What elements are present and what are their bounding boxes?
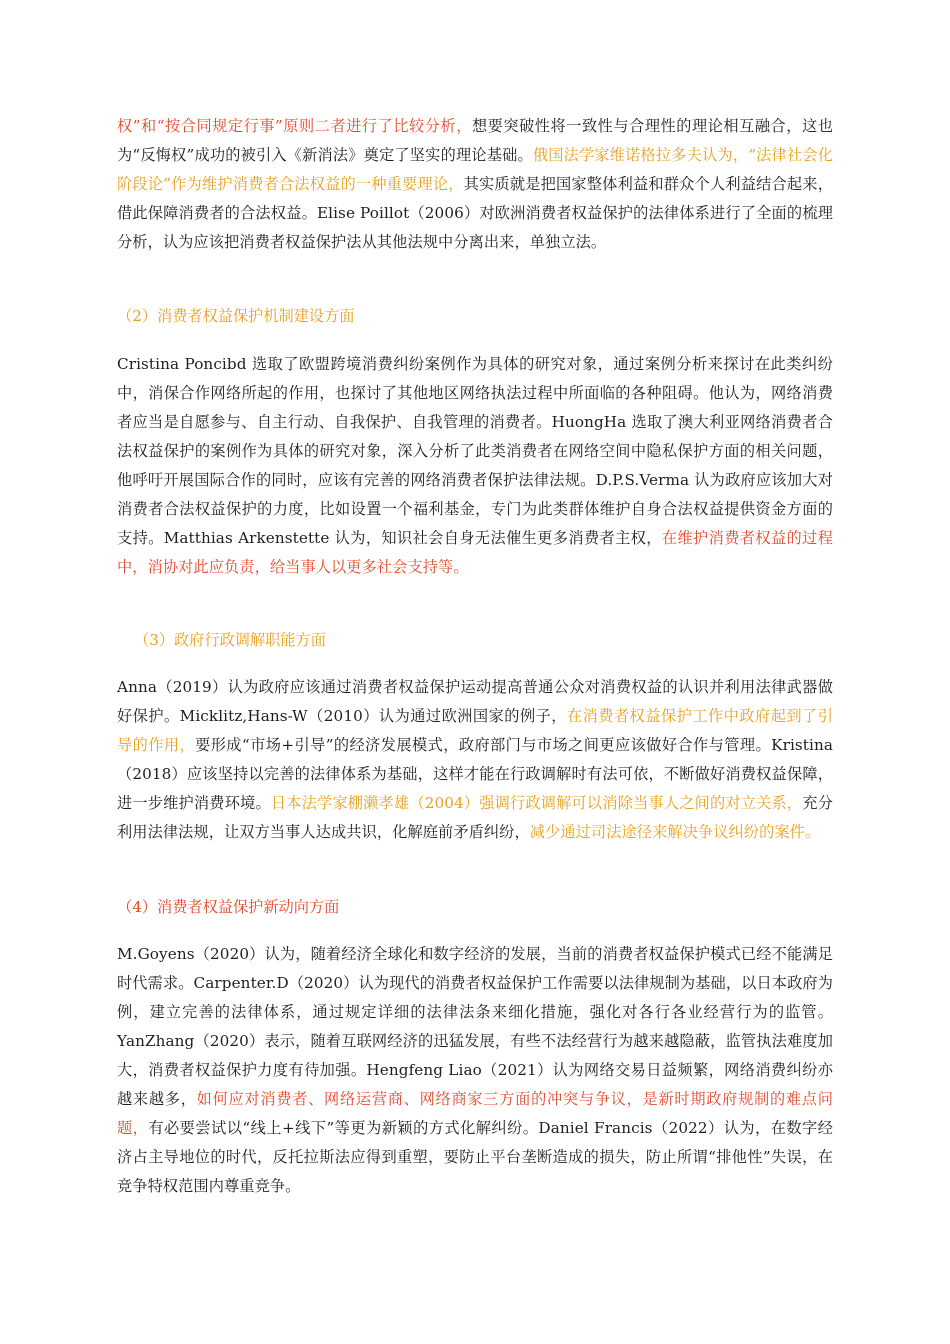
heading-3: （3）政府行政调解职能方面 — [134, 631, 326, 649]
p1-sentence-3: 俄国法学家维诺格拉多夫认为，“法律社会化阶段论”作为维护消费者合法权益的一种重要理论， — [117, 146, 833, 193]
p3-sentence-5: 充分利用法律法规，让双方当事人达成共识，化解庭前矛盾纠纷， — [117, 794, 834, 841]
p2-sentence-1: Cristina Poncibd 选取了欧盟跨境消费纠纷案例作为具体的研究对象，通过案例分析来探讨在此类纠纷中，消保合作网络所起的作用，也探讨了其他地区网络执法过程中所面临的各种阻碍。他认为，网络消费者应当是自愿参与、自主行动、自我保护、自我管理的消费者。HuongHa 选取了澳大利亚网络消费者合法权益保护的案例作为具体的研究对象，深入分析了此类消费者在网络空间中隐私保护方面的相关问题，他呼吁开展国际合作的同时，应该有完善的网络消费者保护法律法规。D.P.S.Verma 认为政府应该加大对消费者合法权益保护的力度，比如设置一个福利基金，专门为此类群体维护自身合法权益提供资金方面的支持。Matthias Arkenstette 认为，知识社会自身无法催生更多消费者主权， — [117, 355, 833, 547]
heading-4: （4）消费者权益保护新动向方面 — [117, 898, 340, 916]
p1-sentence-2: 想要突破性将一致性与合理性的理论相互融合，这也为“反悔权”成功的被引入《新消法》奠定了坚实的理论基础。 — [117, 117, 833, 164]
p4-sentence-2: 如何应对消费者、网络运营商、网络商家三方面的冲突与争议，是新时期政府规制的难点问题， — [117, 1090, 834, 1137]
p3-sentence-4: 日本法学家棚濑孝雄（2004）强调行政调解可以消除当事人之间的对立关系， — [270, 794, 803, 812]
paragraph-4 — [117, 940, 833, 1201]
paragraph-1 — [117, 112, 833, 257]
paragraph-3 — [117, 673, 833, 847]
p1-sentence-1: 权”和“按合同规定行事”原则二者进行了比较分析， — [117, 117, 472, 135]
p4-sentence-3: 有必要尝试以“线上+线下”等更为新颖的方式化解纠纷。Daniel Francis（2022）认为，在数字经济占主导地位的时代，反托拉斯法应得到重塑，要防止平台垄断造成的损失，防止所谓“排他性”失误，在竞争特权范围内尊重竞争。 — [117, 1119, 833, 1195]
p3-sentence-3: 要形成“市场+引导”的经济发展模式，政府部门与市场之间更应该做好合作与管理。Kristina（2018）应该坚持以完善的法律体系为基础，这样才能在行政调解时有法可依，不断做好消费权益保障，进一步维护消费环境。 — [117, 736, 833, 812]
p3-sentence-2: 在消费者权益保护工作中政府起到了引导的作用， — [117, 707, 834, 754]
paragraph-2 — [117, 350, 833, 582]
p2-sentence-2: 在维护消费者权益的过程中，消协对此应负责，给当事人以更多社会支持等。 — [117, 529, 833, 576]
p1-sentence-4: 其实质就是把国家整体利益和群众个人利益结合起来，借此保障消费者的合法权益。Elise Poillot（2006）对欧洲消费者权益保护的法律体系进行了全面的梳理分析，认为应该把消费者权益保护法从其他法规中分离出来，单独立法。 — [117, 175, 833, 251]
heading-2: （2）消费者权益保护机制建设方面 — [117, 307, 355, 325]
p3-sentence-6: 减少通过司法途径来解决争议纠纷的案件。 — [529, 823, 821, 841]
p3-sentence-1: Anna（2019）认为政府应该通过消费者权益保护运动提高普通公众对消费权益的认识并利用法律武器做好保护。Micklitz,Hans-W（2010）认为通过欧洲国家的例子， — [117, 678, 833, 725]
p4-sentence-1: M.Goyens（2020）认为，随着经济全球化和数字经济的发展，当前的消费者权益保护模式已经不能满足时代需求。Carpenter.D（2020）认为现代的消费者权益保护工作需要以法律规制为基础，以日本政府为例，建立完善的法律体系，通过规定详细的法律法条来细化措施，强化对各行各业经营行为的监管。YanZhang（2020）表示，随着互联网经济的迅猛发展，有些不法经营行为越来越隐蔽，监管执法难度加大，消费者权益保护力度有待加强。Hengfeng Liao（2021）认为网络交易日益频繁，网络消费纠纷亦越来越多， — [117, 945, 833, 1108]
